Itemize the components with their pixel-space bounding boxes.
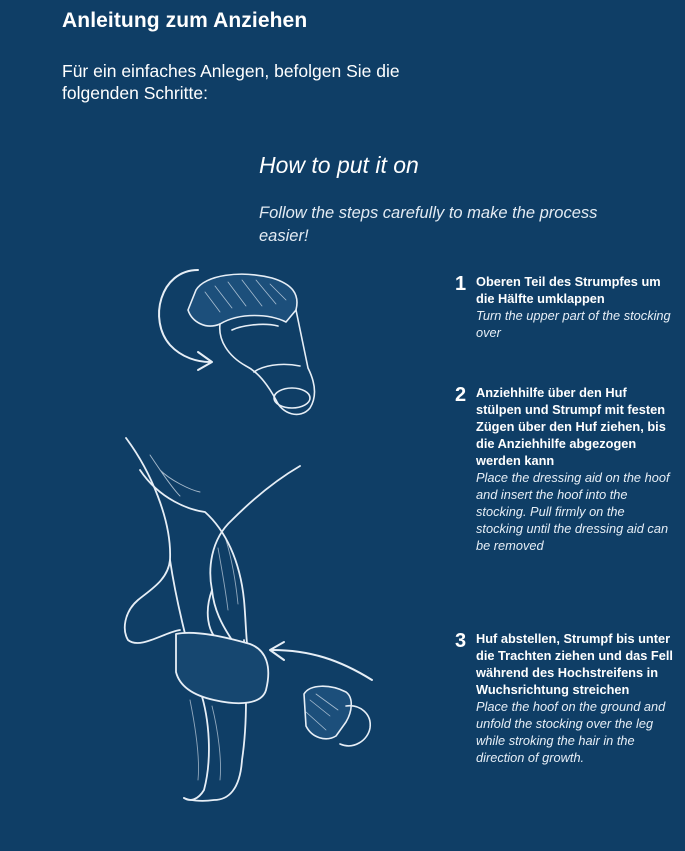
folded-stocking-icon [188, 274, 314, 414]
step-english-text: Place the hoof on the ground and unfold the stocking over the leg while stroking the hair in the direction of growth. [476, 699, 666, 765]
step-english-text: Place the dressing aid on the hoof and insert the hoof into the stocking. Pull firmly on the stocking until the dressing aid can be removed [476, 470, 670, 553]
step-2 [455, 384, 675, 554]
english-subheading: Follow the steps carefully to make the process easier! [259, 204, 598, 245]
step-number: 1 [455, 273, 467, 295]
intro-text: Für ein einfaches Anlegen, befolgen Sie die folgenden Schritte: [62, 61, 400, 103]
step-german-text: Huf abstellen, Strumpf bis unter die Trachten ziehen und das Fell während des Hochstreifens in Wuchsrichtung streichen [476, 631, 673, 697]
step-number: 2 [455, 384, 467, 406]
arrow-icon [272, 650, 372, 680]
step-1 [455, 273, 675, 341]
dressing-illustration [0, 255, 440, 851]
horse-legs-icon [125, 438, 300, 801]
step-german-text: Anziehhilfe über den Huf stülpen und Strumpf mit festen Zügen über den Huf ziehen, bis die Anziehhilfe abgezogen werden kann [476, 385, 666, 468]
step-german-text: Oberen Teil des Strumpfes um die Hälfte umklappen [476, 274, 661, 306]
step-english-text: Turn the upper part of the stocking over [476, 308, 671, 340]
step-number: 3 [455, 630, 467, 652]
step-3 [455, 630, 675, 766]
small-stocking-icon [304, 686, 370, 746]
page-title: Anleitung zum Anziehen [62, 9, 308, 32]
english-heading: How to put it on [259, 152, 419, 178]
